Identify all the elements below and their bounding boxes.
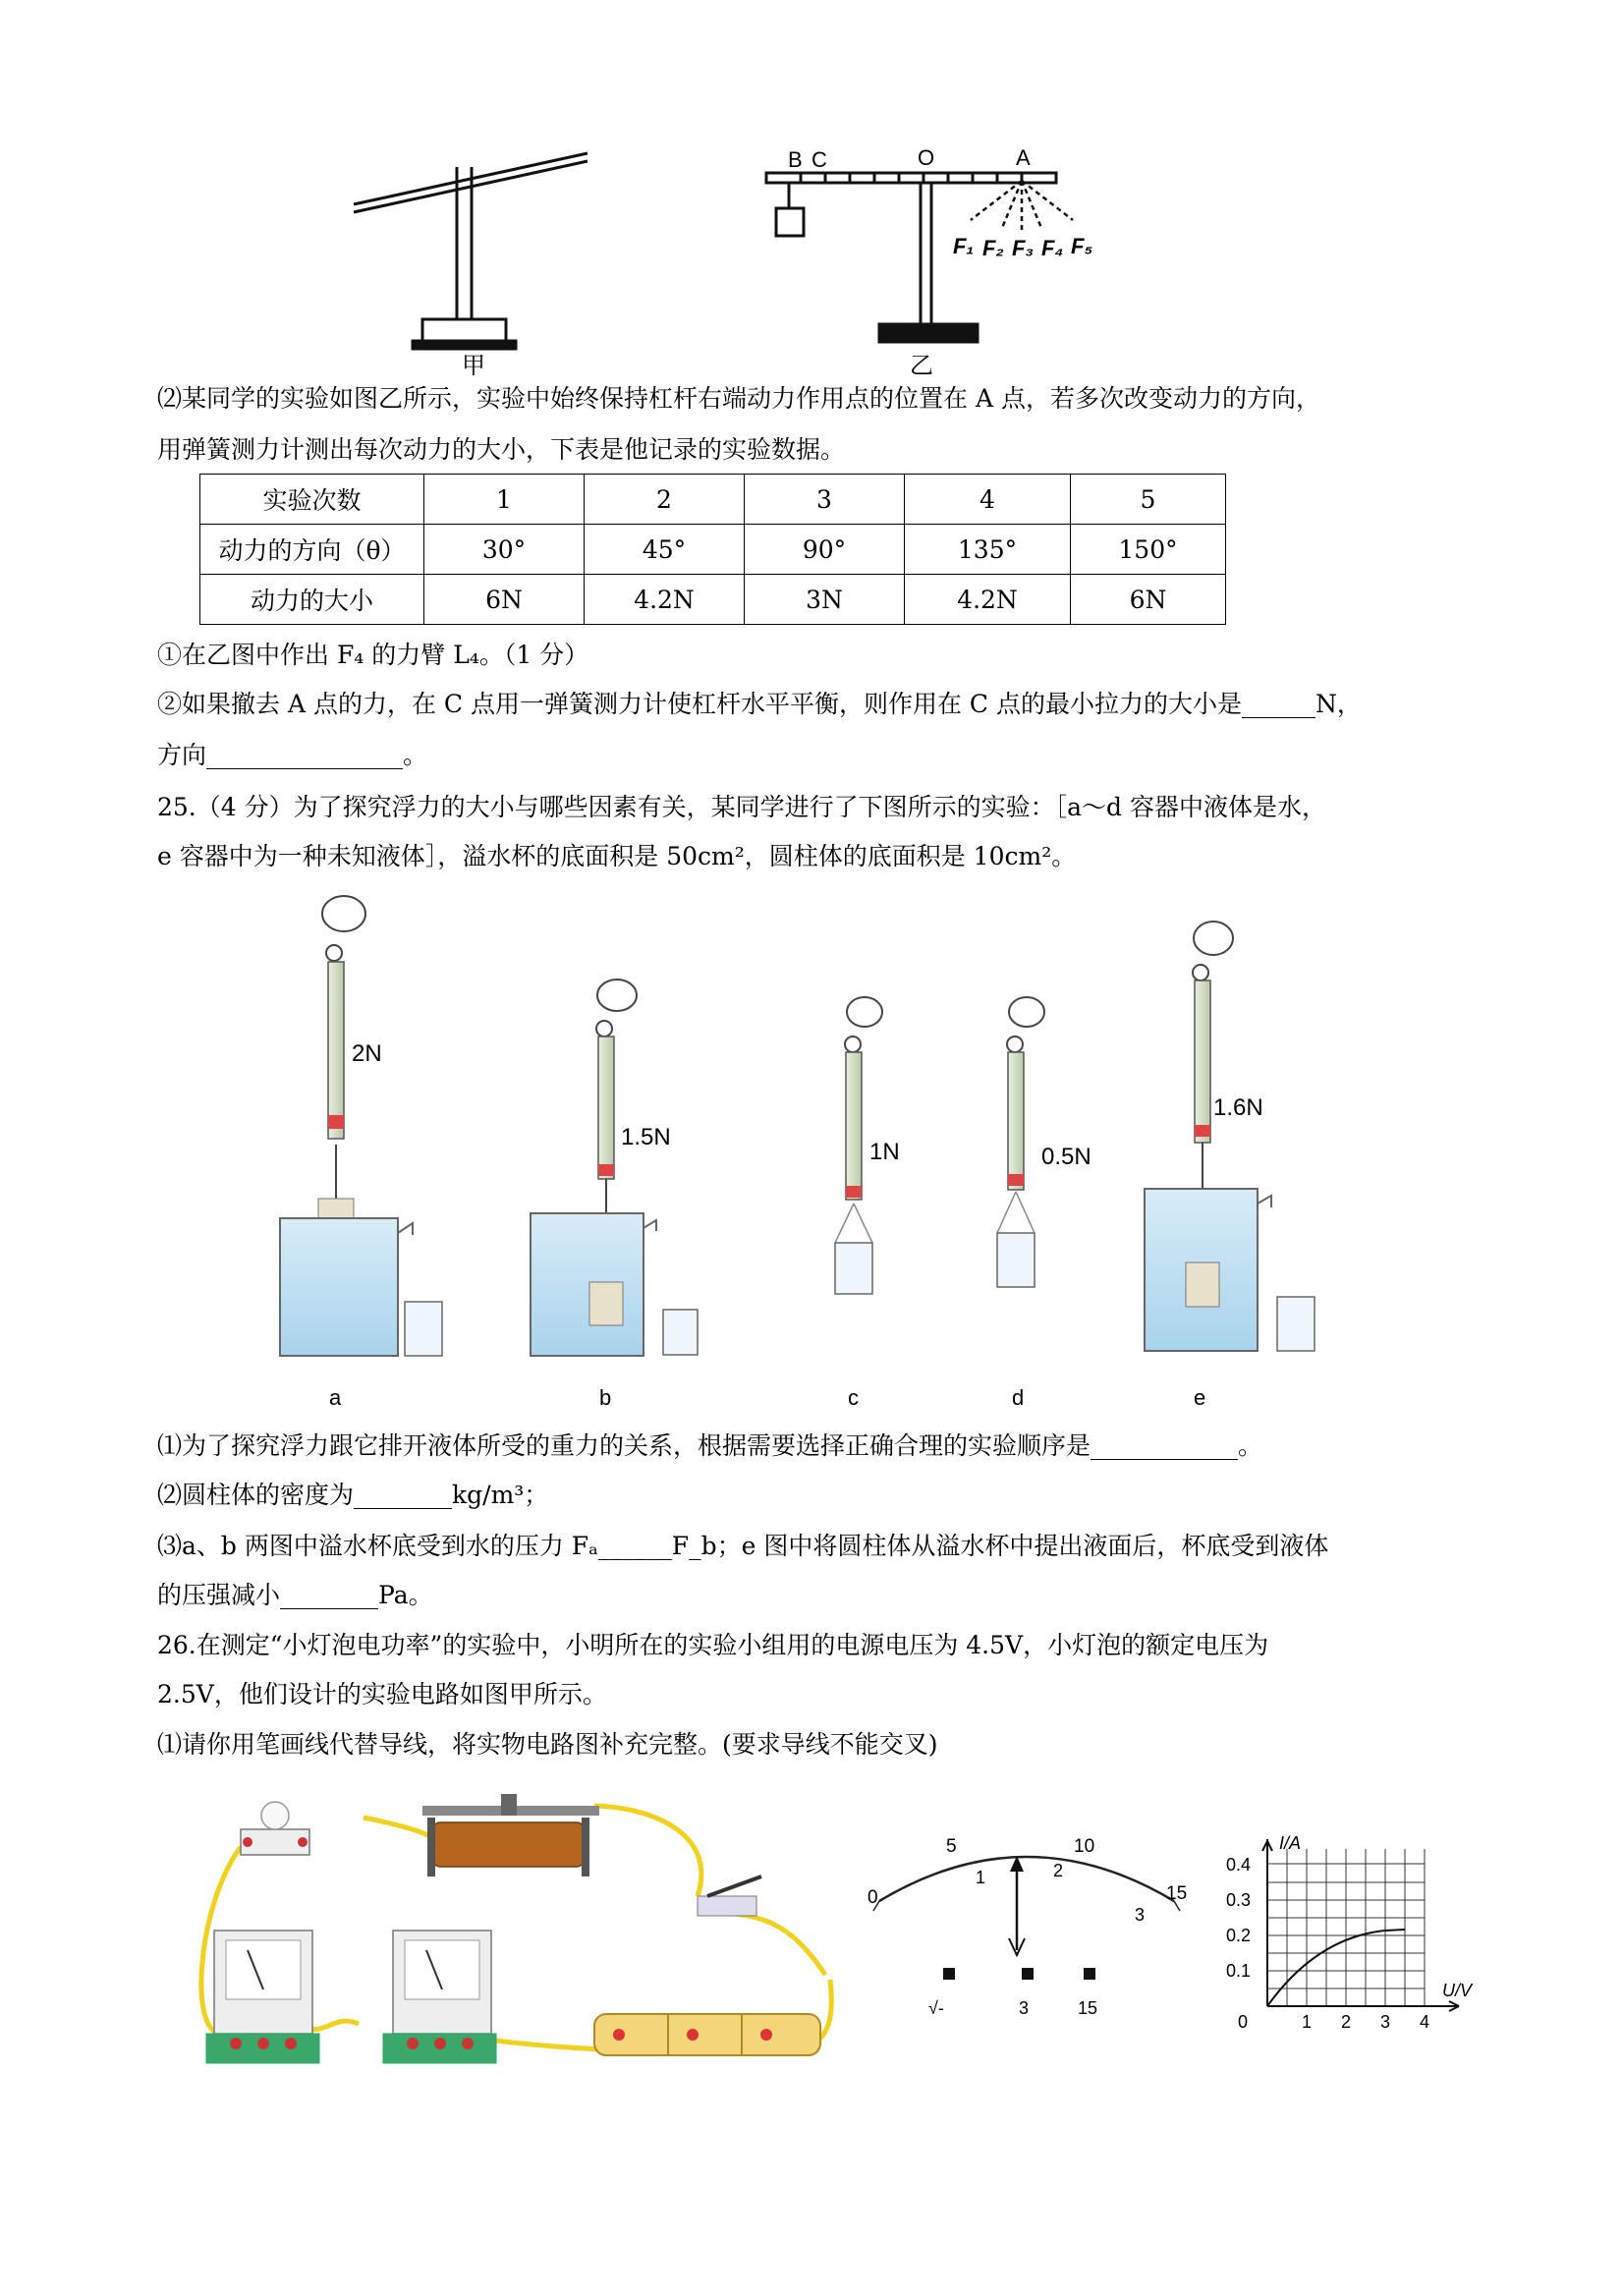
- ytick-0.2: 0.2: [1226, 1926, 1252, 1945]
- table-cell: 135°: [905, 525, 1071, 575]
- xtick-4: 4: [1420, 2012, 1430, 2032]
- upper-scale-10: 10: [1074, 1836, 1095, 1857]
- terminal-neg: √-: [928, 1998, 944, 2018]
- table-cell: 150°: [1071, 525, 1226, 575]
- table-row: [200, 575, 1226, 625]
- iu-graph: [1218, 1829, 1503, 2036]
- q25-p1: ⑴为了探究浮力跟它排开液体所受的重力的关系，根据需要选择正确合理的实验顺序是____________。: [157, 1431, 1263, 1460]
- label-d: d: [1012, 1385, 1025, 1410]
- table-cell: 5: [1071, 475, 1226, 525]
- battery: [594, 2014, 820, 2055]
- graph-ylabel: I/A: [1279, 1833, 1302, 1853]
- bulb: [241, 1802, 309, 1855]
- table-cell: 动力的大小: [200, 575, 424, 625]
- ammeter: [383, 1931, 496, 2063]
- reading-a: 2N: [352, 1040, 382, 1067]
- terminal-15: 15: [1078, 1998, 1098, 2018]
- force-arrows: [971, 181, 1073, 232]
- table-cell: 6N: [424, 575, 585, 625]
- circuit-figure: [187, 1788, 865, 2112]
- force-F4: F₄: [1041, 236, 1064, 260]
- reading-e: 1.6N: [1213, 1094, 1263, 1121]
- setup-d: [997, 997, 1044, 1287]
- q25-p3-line1: ⑶a、b 两图中溢水杯底受到水的压力 Fₐ______F_b；e 图中将圆柱体从溢水杯中提出液面后，杯底受到液体: [157, 1532, 1329, 1560]
- table-cell: 45°: [585, 525, 745, 575]
- upper-scale-15: 15: [1166, 1883, 1188, 1904]
- point-O: O: [918, 145, 935, 170]
- lower-scale-2: 2: [1053, 1861, 1064, 1880]
- xtick-2: 2: [1341, 2012, 1352, 2032]
- force-F3: F₃: [1012, 236, 1034, 260]
- table-row: [200, 525, 1226, 575]
- table-cell: 4: [905, 475, 1071, 525]
- caption-yi: 乙: [910, 353, 933, 379]
- graph-origin: 0: [1238, 2012, 1249, 2032]
- table-cell: 3: [745, 475, 905, 525]
- xtick-1: 1: [1302, 2012, 1313, 2032]
- point-A: A: [1016, 145, 1031, 170]
- ytick-0.1: 0.1: [1226, 1961, 1252, 1981]
- point-C: C: [812, 147, 827, 172]
- reading-c: 1N: [869, 1139, 900, 1165]
- point-B: B: [788, 147, 803, 172]
- q24-part2-line2: 用弹簧测力计测出每次动力的大小，下表是他记录的实验数据。: [157, 435, 846, 464]
- reading-d: 0.5N: [1041, 1144, 1091, 1170]
- caption-jia: 甲: [462, 353, 485, 379]
- q24-sub2-line2: 方向________________。: [157, 741, 428, 769]
- lower-scale-3: 3: [1135, 1905, 1146, 1925]
- setup-b: [531, 980, 698, 1356]
- table-cell: 4.2N: [905, 575, 1071, 625]
- meter-dial: [860, 1822, 1194, 2029]
- table-cell: 动力的方向（θ）: [200, 525, 424, 575]
- q25-line1: 25.（4 分）为了探究浮力的大小与哪些因素有关，某同学进行了下图所示的实验：［a～d 容器中液体是水，: [157, 793, 1326, 821]
- q24-part2-line1: ⑵某同学的实验如图乙所示，实验中始终保持杠杆右端动力作用点的位置在 A 点，若多次改变动力的方向，: [157, 384, 1320, 413]
- lever-figures: [334, 138, 1140, 393]
- table-cell: 4.2N: [585, 575, 745, 625]
- label-b: b: [599, 1385, 612, 1410]
- lever-jia: [354, 153, 588, 349]
- label-e: e: [1194, 1385, 1206, 1410]
- lower-scale-1: 1: [976, 1868, 986, 1887]
- table-row: [200, 475, 1226, 525]
- table-cell: 实验次数: [200, 475, 424, 525]
- label-c: c: [848, 1385, 859, 1410]
- force-F1: F₁: [953, 234, 975, 258]
- xtick-3: 3: [1380, 2012, 1391, 2032]
- q25-p2: ⑵圆柱体的密度为________kg/m³；: [157, 1481, 549, 1509]
- data-table: [199, 474, 1226, 625]
- reading-b: 1.5N: [621, 1124, 671, 1150]
- q25-p3-line2: 的压强减小________Pa。: [157, 1581, 433, 1609]
- buoyancy-figure: [265, 879, 1326, 1420]
- q24-sub2-line1: ②如果撤去 A 点的力，在 C 点用一弹簧测力计使杠杆水平平衡，则作用在 C 点的最小拉力的大小是______N，: [157, 690, 1362, 718]
- setup-e: [1145, 922, 1315, 1351]
- table-cell: 90°: [745, 525, 905, 575]
- ytick-0.3: 0.3: [1226, 1890, 1252, 1910]
- rheostat: [422, 1794, 599, 1876]
- table-cell: 2: [585, 475, 745, 525]
- terminal-3: 3: [1019, 1998, 1030, 2018]
- voltmeter: [206, 1931, 319, 2063]
- force-F2: F₂: [982, 236, 1004, 260]
- q26-line2: 2.5V，他们设计的实验电路如图甲所示。: [157, 1680, 607, 1708]
- table-cell: 3N: [745, 575, 905, 625]
- force-F5: F₅: [1071, 234, 1093, 258]
- q25-line2: e 容器中为一种未知液体］，溢水杯的底面积是 50cm²，圆柱体的底面积是 10cm²。: [157, 842, 1077, 870]
- table-cell: 30°: [424, 525, 585, 575]
- q24-sub1: ①在乙图中作出 F₄ 的力臂 L₄。（1 分）: [157, 641, 589, 669]
- table-cell: 1: [424, 475, 585, 525]
- table-cell: 6N: [1071, 575, 1226, 625]
- switch: [698, 1876, 761, 1916]
- upper-scale-5: 5: [946, 1836, 957, 1857]
- upper-scale-0: 0: [867, 1887, 878, 1908]
- setup-a: [280, 896, 442, 1356]
- ytick-0.4: 0.4: [1226, 1855, 1252, 1875]
- label-a: a: [329, 1385, 342, 1410]
- q26-p1: ⑴请你用笔画线代替导线，将实物电路图补充完整。(要求导线不能交叉): [157, 1730, 938, 1759]
- q26-line1: 26.在测定“小灯泡电功率”的实验中，小明所在的实验小组用的电源电压为 4.5V，小灯泡的额定电压为: [157, 1631, 1269, 1659]
- graph-xlabel: U/V: [1442, 1981, 1473, 2000]
